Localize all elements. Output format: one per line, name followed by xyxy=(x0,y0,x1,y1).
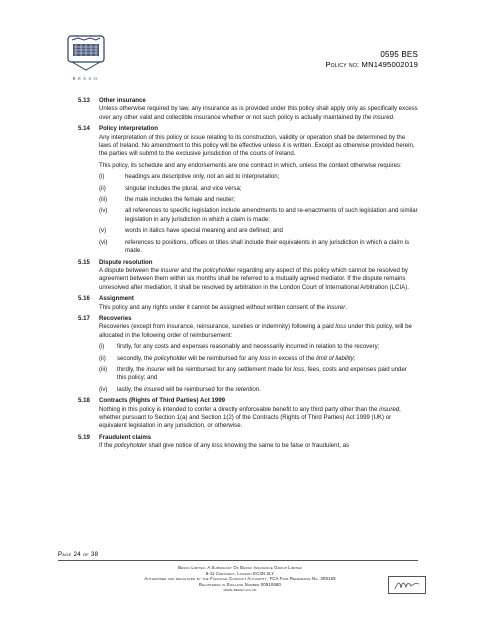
company-footer xyxy=(100,565,380,593)
section-heading: Other insurance xyxy=(99,97,146,104)
section-5-19 xyxy=(78,434,418,451)
section-number: 5.16 xyxy=(78,295,90,303)
paragraph: If the policyholder shall give notice of any loss knowing the same to be false or fraudulent, as xyxy=(99,442,350,450)
list-item: (iii) the male includes the female and neuter; xyxy=(99,196,236,204)
section-number: 5.19 xyxy=(78,433,90,441)
section-heading: Dispute resolution xyxy=(99,258,153,266)
footer-divider xyxy=(58,560,418,561)
footer-line: Authorised and regulated by the Financial Conduct Authority, FCA Firm Reference No. 309159 xyxy=(144,576,336,582)
section-heading: Recoveries xyxy=(99,314,132,322)
list-item: (ii) singular includes the plural, and vice versa; xyxy=(99,184,242,192)
section-number: 5.15 xyxy=(78,258,90,266)
besso-logo-icon xyxy=(64,34,108,74)
section-number: 5.13 xyxy=(78,97,90,104)
logo-wordmark: BESSO xyxy=(72,76,100,81)
list-item: (i) firstly, for any costs and expenses reasonably and necessarily incurred in relation to the recovery; xyxy=(99,343,380,351)
section-5-15 xyxy=(78,259,418,293)
section-5-14 xyxy=(78,125,418,255)
list-item: (v) words in italics have special meaning and are defined; and xyxy=(99,227,283,235)
paragraph: Any interpretation of this policy or issue relating to its construction, validity or operation shall be determined by the laws of Ireland. No amendment to this policy will be effective unless it is written. Except as otherwise provided herein, the parties will submit to the exclusive jurisdiction of the courts of Ireland. xyxy=(99,133,415,158)
section-heading: Contracts (Rights of Third Parties) Act 1999 xyxy=(99,397,226,405)
footer-line: 8-11 Crescent, London EC3N 2LY xyxy=(205,570,275,576)
initials-box xyxy=(388,576,426,594)
paragraph: This policy and any rights under it cannot be assigned without written consent of the insurer. xyxy=(99,303,347,311)
list-item: (iii) thirdly, the insurer will be reimbursed for any settlement made for loss, fees, costs and expenses paid under this policy; and xyxy=(99,365,407,382)
footer-line: Registered in England Number 00910680 xyxy=(198,581,282,587)
list-item: (iv) all references to specific legislation include amendments to and re-enactments of such legislation and similar legislation in any jurisdiction in which a claim is made; xyxy=(99,207,418,223)
paragraph: Recoveries (except from insurance, reinsurance, sureties or indemnity) following a paid loss under this policy, will be allocated in the following order of reimbursement: xyxy=(99,323,412,339)
section-number: 5.18 xyxy=(78,397,90,405)
section-heading: Policy interpretation xyxy=(99,125,158,133)
section-5-17 xyxy=(78,315,418,394)
list-item: (ii) secondly, the policyholder will be reimbursed for any loss in excess of the limit of liability; xyxy=(99,354,356,362)
paragraph: A dispute between the insurer and the policyholder regarding any aspect of this policy which cannot be resolved by agreement between them within six months shall be referred to a mutually agreed mediator. If the dispute remains unresolved after mediation, it shall be resolved by arbitration in the London Court of International Arbitration (LCIA). xyxy=(99,266,409,291)
section-5-16 xyxy=(78,295,418,312)
section-number: 5.14 xyxy=(78,125,90,133)
list-item: (i) headings are descriptive only, not an aid to interpretation; xyxy=(99,173,280,181)
section-heading: Assignment xyxy=(99,295,134,303)
footer-line: www.besso.co.uk xyxy=(223,587,257,593)
list-item: (iv) lastly, the insured will be reimbursed for the retention. xyxy=(99,385,261,393)
footer-line: Besso Limited. A Subsidiary Of Besso Insurance Group Limited xyxy=(178,565,302,570)
list-item: (vi) references to positions, offices or titles shall include their equivalents in any jurisdiction in which a claim is made. xyxy=(99,238,410,255)
paragraph: Unless otherwise required by law, any insurance as is provided under this policy shall apply only as specifically excess over any other valid and collectible insurance whether or not such policy is actually maintained by the insured. xyxy=(99,105,418,121)
document-body xyxy=(78,97,418,454)
paragraph: Nothing in this policy is intended to confer a directly enforceable benefit to any third party other than the insured, whether pursuant to Section 1(a) and Section 1(2) of the Contracts (Rights of Third Parties) Act 1999 (UK) or equivalent legislation in any jurisdiction, or otherwise. xyxy=(99,405,401,430)
section-heading: Fraudulent claims xyxy=(99,433,152,441)
section-5-13 xyxy=(78,97,418,122)
policy-reference xyxy=(325,50,418,70)
section-number: 5.17 xyxy=(78,314,90,322)
policy-number: Policy no: MN1495002019 xyxy=(325,60,418,69)
reference-code: 0595 BES xyxy=(380,50,418,59)
section-5-18 xyxy=(78,397,418,431)
page-number: Page 24 of 38 xyxy=(58,552,99,558)
signature-icon xyxy=(389,577,425,593)
paragraph: This policy, its schedule and any endorsements are one contract in which, unless the context otherwise requires: xyxy=(99,161,402,169)
